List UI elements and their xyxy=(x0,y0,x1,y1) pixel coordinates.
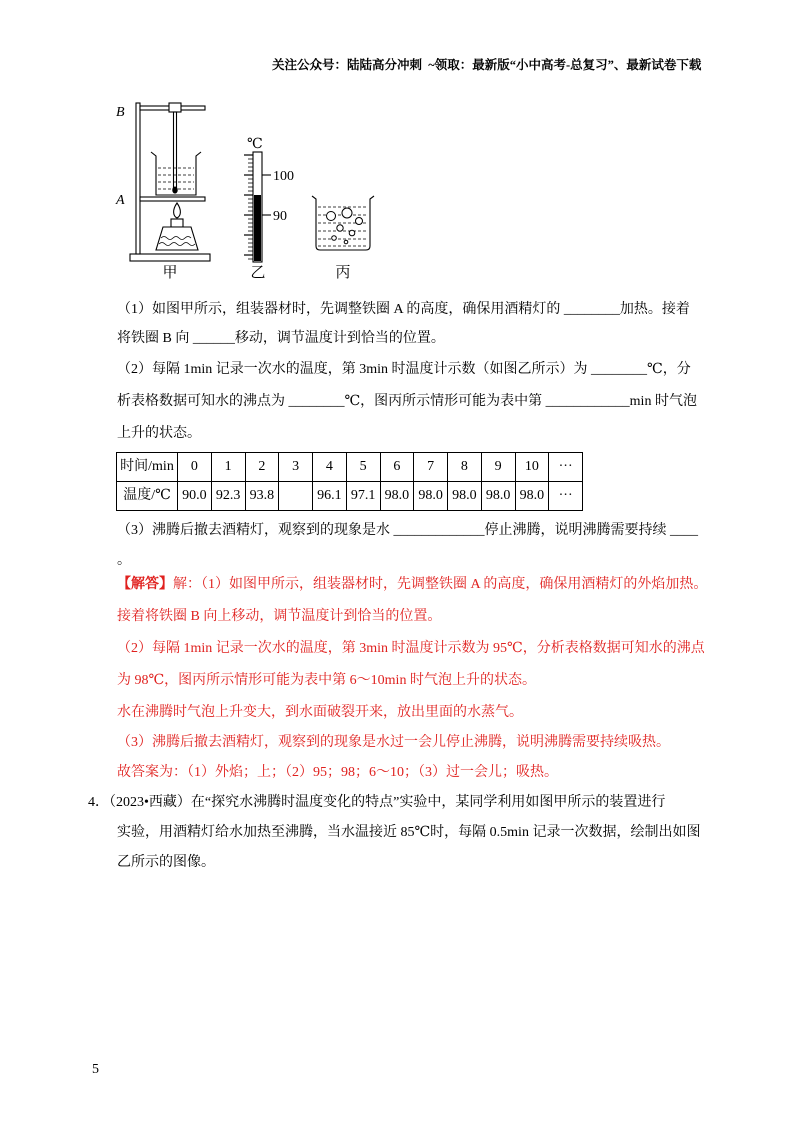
answer-line3: （2）每隔 1min 记录一次水的温度，第 3min 时温度计示数为 95℃，分析表格数据可知水的沸点 xyxy=(117,641,705,656)
apparatus-jia xyxy=(115,103,210,281)
question4-text: （2023•西藏）在“探究水沸腾时温度变化的特点”实验中，某同学利用如图甲所示的装置进行 xyxy=(109,795,666,810)
temperature-header: 温度/℃ xyxy=(117,482,178,511)
bubble xyxy=(344,240,348,244)
time-cell: 10 xyxy=(515,453,549,482)
answer-line4: 为 98℃，图丙所示情形可能为表中第 6～10min 时气泡上升的状态。 xyxy=(117,673,536,688)
caption-jia: 甲 xyxy=(162,265,178,281)
bubble xyxy=(356,218,363,225)
question-part1-line2: 将铁圈 B 向 ______移动，调节温度计到恰当的位置。 xyxy=(117,331,445,346)
experiment-figure xyxy=(110,92,390,287)
header-notice: 关注公众号：陆陆高分冲刺 ~领取：最新版“小中高考-总复习”、最新试卷下载 xyxy=(272,58,702,72)
time-cell: 3 xyxy=(279,453,313,482)
iron-ring-a xyxy=(140,197,205,201)
time-cell: 9 xyxy=(481,453,515,482)
temperature-cell: 98.0 xyxy=(380,482,414,511)
bubble xyxy=(349,230,355,236)
temperature-cell: 90.0 xyxy=(178,482,212,511)
answer-text: 解：（1）如图甲所示，组装器材时，先调整铁圈 A 的高度，确保用酒精灯的外焰加热。 xyxy=(173,577,708,592)
question4-line3: 乙所示的图像。 xyxy=(117,855,215,870)
table-row-time xyxy=(117,453,583,482)
question4-line2: 实验，用酒精灯给水加热至沸腾，当水温接近 85℃时，每隔 0.5min 记录一次数据，绘制出如图 xyxy=(117,825,701,840)
temperature-cell: 92.3 xyxy=(211,482,245,511)
thermometer-yi xyxy=(244,137,294,281)
bubble xyxy=(342,208,352,218)
thermometer-scale xyxy=(244,155,253,259)
time-cell: 8 xyxy=(448,453,482,482)
temperature-cell: 98.0 xyxy=(481,482,515,511)
flame xyxy=(174,203,181,218)
temperature-table xyxy=(116,452,583,511)
thermometer-clamp xyxy=(169,103,181,112)
temperature-cell: 93.8 xyxy=(245,482,279,511)
label-a: A xyxy=(116,193,125,208)
time-cell: 4 xyxy=(313,453,347,482)
question4-line1 xyxy=(88,793,665,813)
lamp-neck xyxy=(171,219,183,227)
question-part3-line1: （3）沸腾后撤去酒精灯，观察到的现象是水 _____________停止沸腾，说明沸腾需要持续 ____ xyxy=(117,523,698,538)
temperature-cell: 98.0 xyxy=(448,482,482,511)
answer-line6: （3）沸腾后撤去酒精灯，观察到的现象是水过一会儿停止沸腾，说明沸腾需要持续吸热。 xyxy=(117,735,670,750)
time-cell: 5 xyxy=(346,453,380,482)
time-cell: 6 xyxy=(380,453,414,482)
time-cell: 7 xyxy=(414,453,448,482)
mark-100-label: 100 xyxy=(273,169,294,184)
question-part2-line1: （2）每隔 1min 记录一次水的温度，第 3min 时温度计示数（如图乙所示）为 ________℃，分 xyxy=(117,362,691,377)
caption-bing: 丙 xyxy=(335,265,351,281)
time-header: 时间/min xyxy=(117,453,178,482)
bubble xyxy=(327,212,336,221)
time-cell: 1 xyxy=(211,453,245,482)
temperature-cell: 96.1 xyxy=(313,482,347,511)
answer-label: 【解答】 xyxy=(117,577,173,592)
question-part2-line3: 上升的状态。 xyxy=(117,426,201,441)
page-number: 5 xyxy=(92,1062,99,1077)
thermometer-bulb xyxy=(173,187,177,193)
label-b: B xyxy=(116,105,125,120)
beaker-bing xyxy=(312,196,374,281)
time-cell: ··· xyxy=(549,453,583,482)
thermometer-unit: ℃ xyxy=(247,137,263,152)
answer-line2: 接着将铁圈 B 向上移动，调节温度计到恰当的位置。 xyxy=(117,609,442,624)
thermometer-in-beaker xyxy=(174,112,177,188)
answer-line5: 水在沸腾时气泡上升变大，到水面破裂开来，放出里面的水蒸气。 xyxy=(117,705,523,720)
temperature-cell xyxy=(279,482,313,511)
thermometer-liquid-column xyxy=(254,195,261,261)
question4-number: 4． xyxy=(88,795,109,810)
question-part1-line1: （1）如图甲所示，组装器材时，先调整铁圈 A 的高度，确保用酒精灯的 ________加热。接着 xyxy=(117,302,690,317)
mark-90-label: 90 xyxy=(273,209,287,224)
table-row-temperature xyxy=(117,482,583,511)
caption-yi: 乙 xyxy=(250,265,266,281)
temperature-cell: ··· xyxy=(549,482,583,511)
time-cell: 2 xyxy=(245,453,279,482)
temperature-cell: 97.1 xyxy=(346,482,380,511)
bubble xyxy=(332,236,337,241)
alcohol-lamp xyxy=(156,227,198,250)
stand-base xyxy=(130,254,210,261)
temperature-cell: 98.0 xyxy=(414,482,448,511)
time-cell: 0 xyxy=(178,453,212,482)
bubble xyxy=(337,225,343,231)
temperature-cell: 98.0 xyxy=(515,482,549,511)
stand-rod xyxy=(136,103,140,254)
question-part3-line2: 。 xyxy=(117,553,131,568)
question-part2-line2: 析表格数据可知水的沸点为 ________℃，图丙所示情形可能为表中第 ____________min 时气泡 xyxy=(117,394,697,409)
answer-line1 xyxy=(117,575,707,595)
answer-line7: 故答案为：（1）外焰；上；（2）95；98；6～10；（3）过一会儿；吸热。 xyxy=(117,765,558,780)
